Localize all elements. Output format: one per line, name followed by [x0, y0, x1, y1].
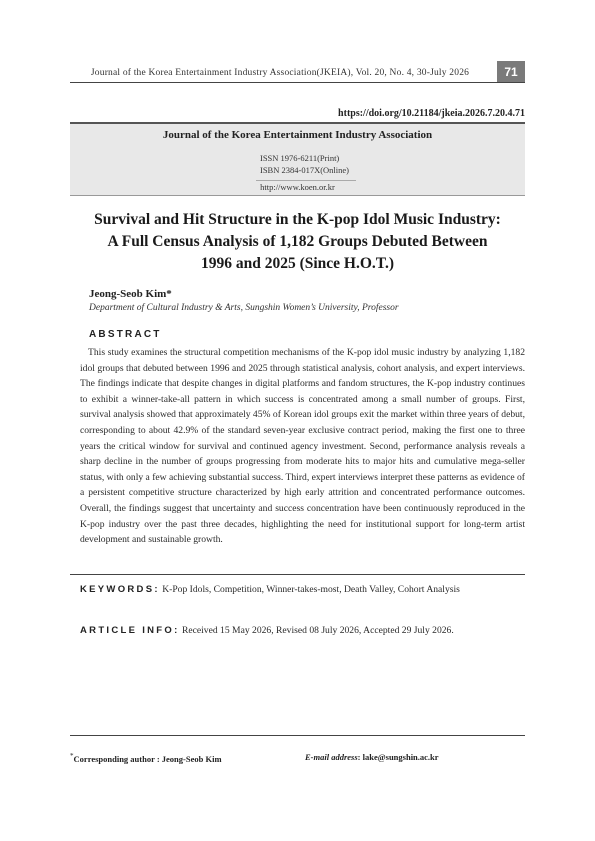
article-info-line [80, 625, 454, 636]
journal-title: Journal of the Korea Entertainment Industry Association [162, 129, 433, 141]
author-affiliation: Department of Cultural Industry & Arts, Sungshin Women’s University, Professor [89, 303, 399, 313]
article-info-text: Received 15 May 2026, Revised 08 July 2026, Accepted 29 July 2026. [181, 625, 454, 636]
issn-block [260, 152, 349, 176]
running-head: Journal of the Korea Entertainment Industry Association(JKEIA), Vol. 20, No. 4, 30-July 2026 [90, 68, 470, 78]
keywords-text: K-Pop Idols, Competition, Winner-takes-most, Death Valley, Cohort Analysis [162, 584, 460, 595]
journal-url[interactable]: http://www.koen.or.kr [260, 182, 335, 192]
email-label: E-mail address [305, 752, 358, 762]
issn-online: ISBN 2384-017X(Online) [260, 165, 350, 175]
footnote-email: E-mail address: lake@sungshin.ac.kr [305, 752, 439, 762]
paper-title [70, 209, 525, 275]
article-info-label: ARTICLE INFO: [80, 625, 180, 636]
header-divider [70, 82, 525, 83]
abstract-divider [70, 574, 525, 575]
author-name: Jeong-Seob Kim* [89, 288, 172, 300]
keywords-label: KEYWORDS: [80, 584, 160, 595]
abstract-heading: ABSTRACT [89, 329, 162, 340]
title-line: 1996 and 2025 (Since H.O.T.) [200, 255, 395, 272]
footnote-marker: * [70, 752, 74, 760]
doi-link[interactable]: https://doi.org/10.21184/jkeia.2026.7.20.4.71 [338, 108, 525, 119]
title-line: A Full Census Analysis of 1,182 Groups Debuted Between [107, 233, 488, 250]
url-divider [256, 180, 356, 181]
keywords-line [80, 584, 460, 595]
email-address[interactable]: lake@sungshin.ac.kr [362, 752, 439, 762]
corresponding-author: Corresponding author : Jeong-Seob Kim [73, 753, 222, 764]
abstract-body: This study examines the structural competition mechanisms of the K-pop idol music industry by analyzing 1,182 idol groups that debuted between 1996 and 2025 through statistical analysis, cohort analysis, and expert interviews. The findings indicate that despite changes in digital platforms and fandom structures, the K-pop industry continues to exhibit a winner-take-all pattern in which success is concentrated among a small number of groups. First, survival analysis showed that approximately 45% of Korean idol groups exit the market within three years of debut, corresponding to about 42.9% of the standard seven-year exclusive contract period, making the first one to three years the critical window for survival and continued agency investment. Second, performance analysis reveals a sharp decline in the number of groups progressing from moderate hits to major hits and cumulative mega-seller status, with only a few achieving substantial success. Third, expert interviews interpret these patterns as evidence of a persistent competitive structure characterized by high early attrition and concentrated performance outcomes. Overall, the findings suggest that uncertainty and success concentration have been continuously reproduced in the K-pop industry over the past three decades, highlighting the need for institutional support for long-term artist development and sustainable growth. [80, 347, 525, 546]
journal-info-box [70, 122, 525, 196]
issn-print: ISSN 1976-6211(Print) [260, 153, 340, 163]
footnote-corresponding [70, 752, 222, 764]
title-line: Survival and Hit Structure in the K-pop Idol Music Industry: [94, 211, 501, 228]
page-number: 71 [497, 61, 525, 83]
footnote-divider [70, 735, 525, 736]
